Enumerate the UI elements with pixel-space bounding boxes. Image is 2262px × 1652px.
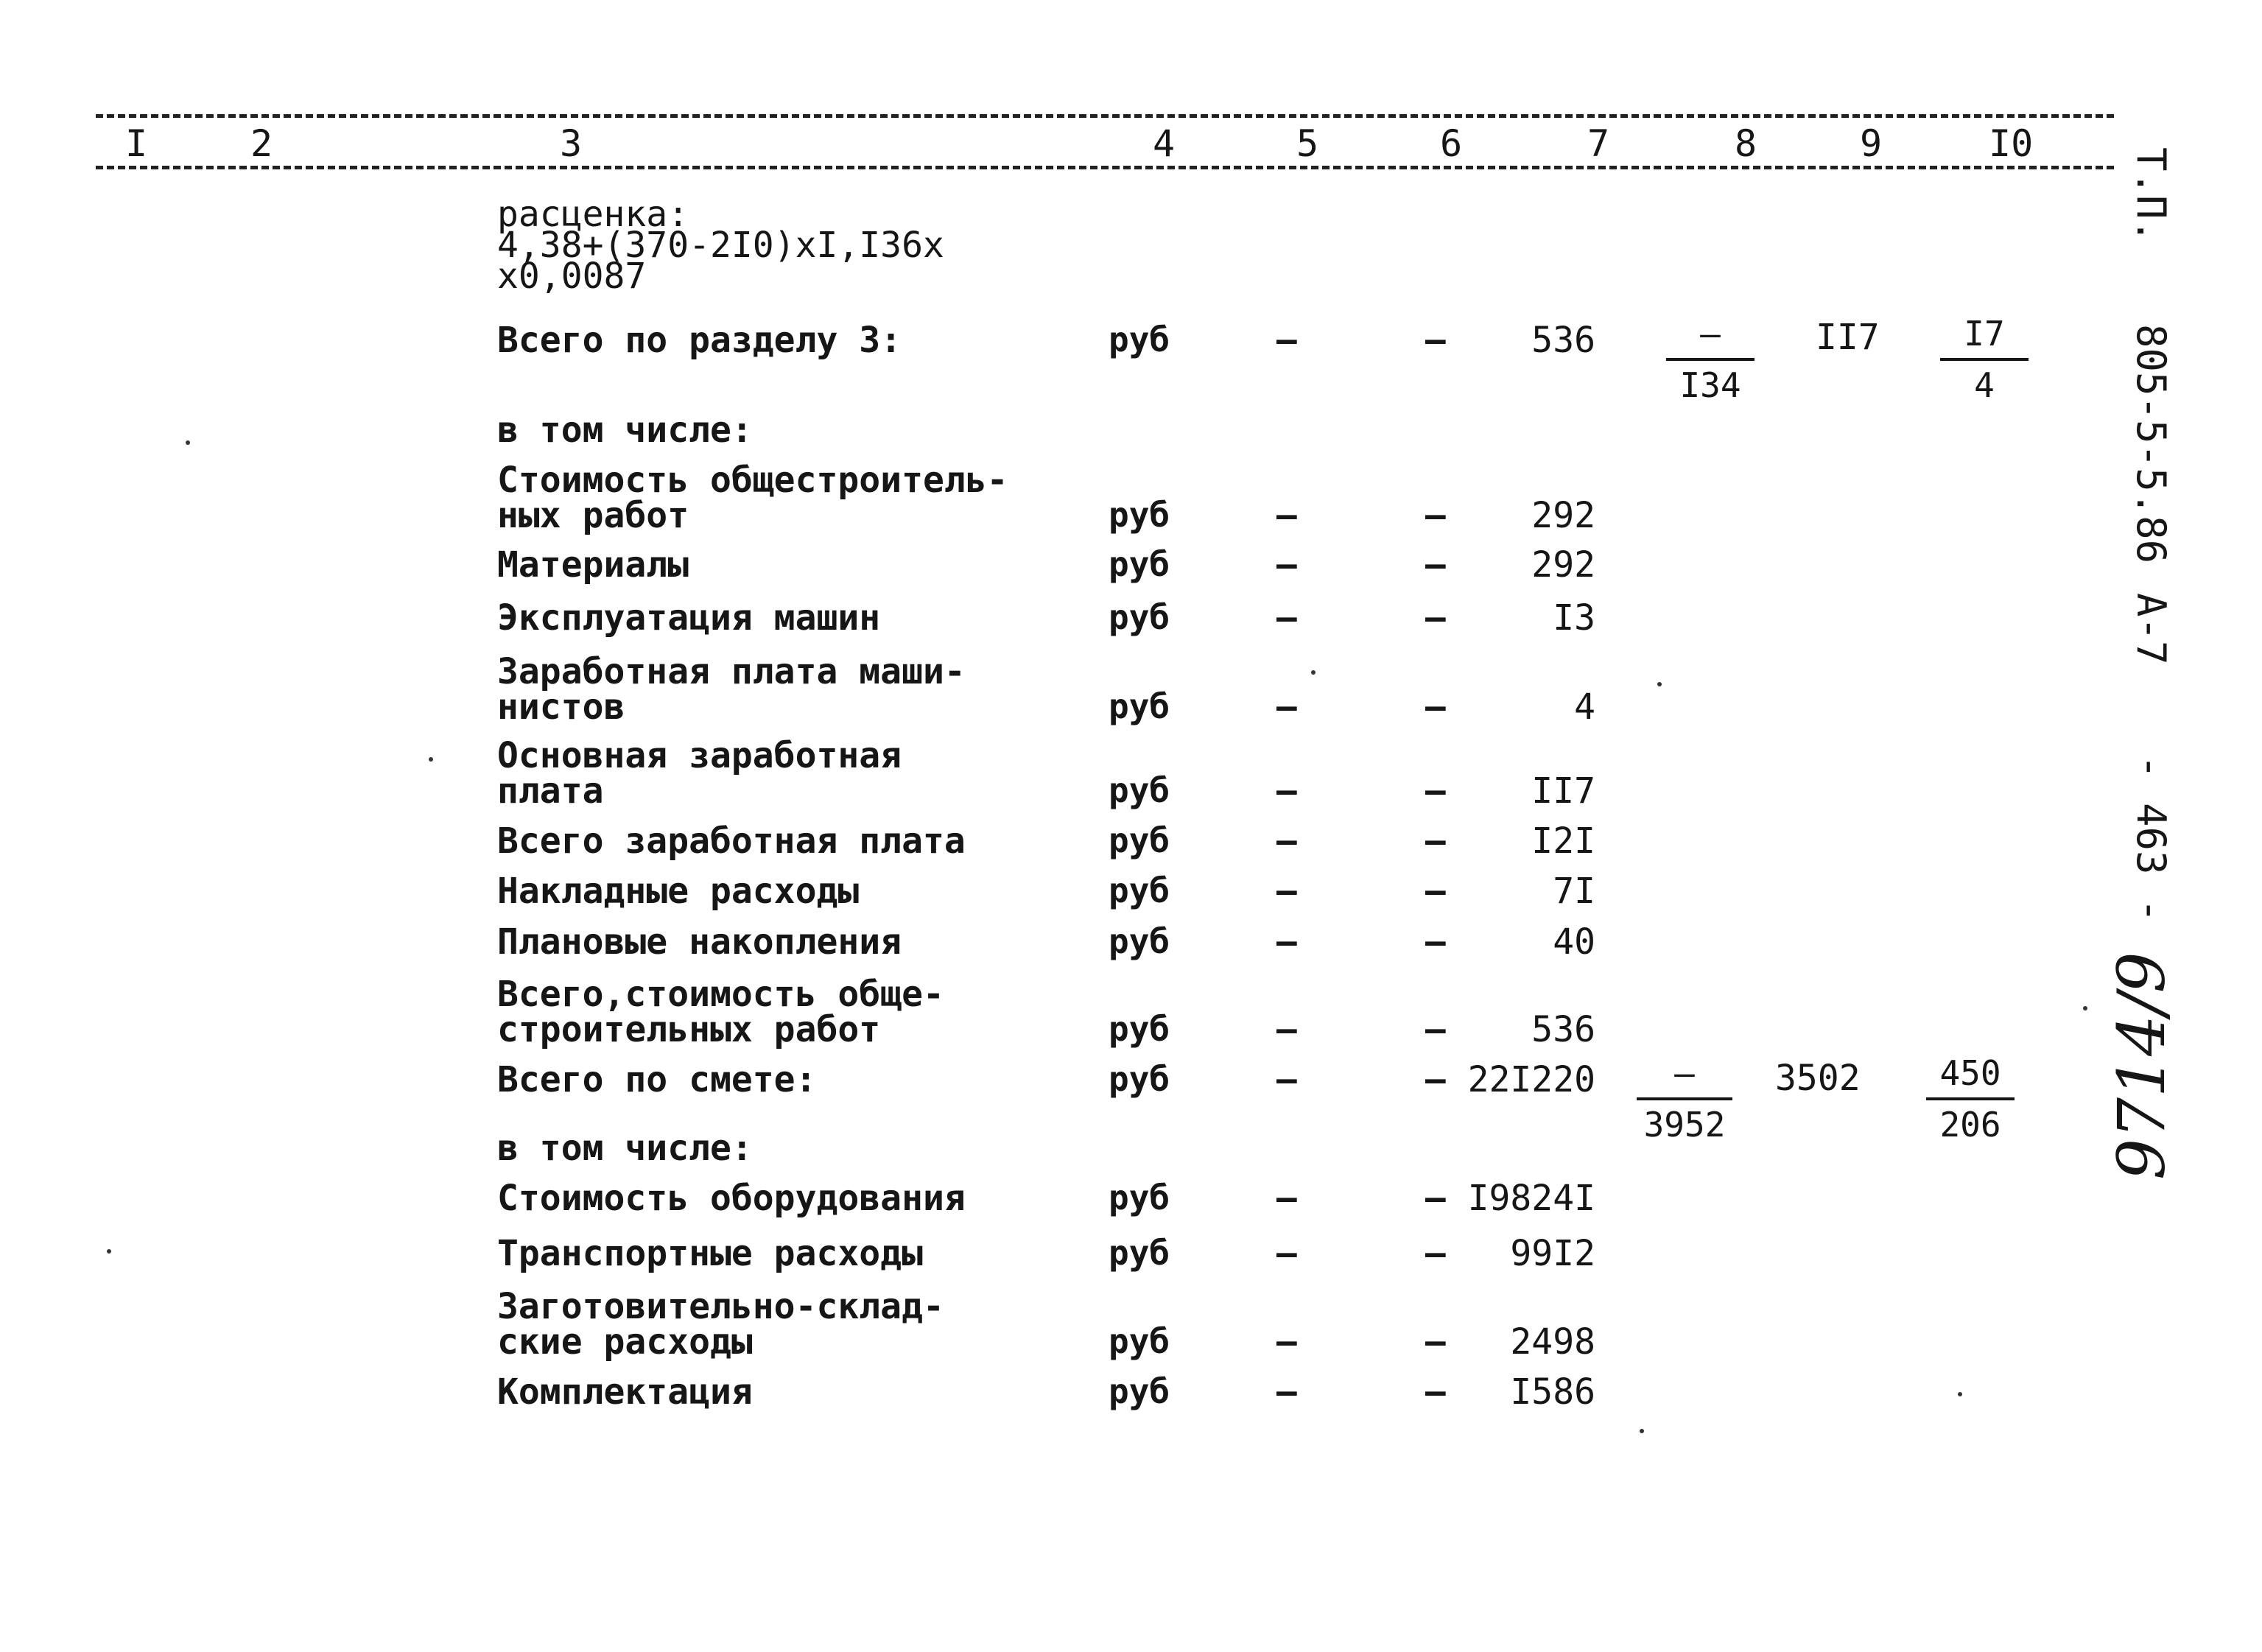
row-col7: 7I — [1553, 871, 1595, 912]
fraction-denominator: 206 — [1939, 1105, 2001, 1145]
row-unit: руб — [1109, 1178, 1170, 1217]
row-col5: – — [1276, 1059, 1297, 1099]
side-code-page: - 463 - — [2128, 755, 2174, 923]
row-unit: руб — [1109, 871, 1170, 910]
row-col5: – — [1276, 871, 1297, 910]
value-col9: 3502 — [1775, 1058, 1861, 1099]
row-name: в том числе: — [497, 1128, 753, 1169]
col-header-9: 9 — [1860, 122, 1883, 165]
row-name: Заработная плата маши- нистов — [497, 651, 966, 728]
row-col7: 536 — [1531, 1009, 1595, 1050]
row-name: Всего по разделу 3: — [497, 320, 902, 361]
row-unit: руб — [1109, 544, 1170, 584]
scan-speck — [1958, 1392, 1962, 1396]
header-rule-top — [96, 114, 2114, 118]
handwritten-inventory-number: 9714/9 — [2104, 952, 2180, 1180]
rate-calculation-note: расценка: 4,38+(370-2I0)xI,I36x x0,0087 — [497, 194, 944, 297]
row-col7: 40 — [1553, 921, 1595, 963]
row-col6: – — [1425, 597, 1446, 637]
fraction-denominator: I34 — [1679, 365, 1741, 405]
row-name: Основная заработная плата — [497, 735, 902, 812]
row-col6: – — [1425, 686, 1446, 726]
scan-speck — [2083, 1006, 2087, 1010]
row-col7: 536 — [1531, 320, 1595, 361]
row-col6: – — [1425, 1059, 1446, 1099]
row-unit: руб — [1109, 820, 1170, 860]
row-col5: – — [1276, 1371, 1297, 1411]
row-col6: – — [1425, 1233, 1446, 1273]
row-col5: – — [1276, 1321, 1297, 1361]
row-name: Заготовительно-склад- ские расходы — [497, 1286, 944, 1363]
col-header-1: I — [125, 122, 148, 165]
row-col6: – — [1425, 820, 1446, 860]
scan-speck — [1311, 670, 1316, 675]
fraction-denominator: 4 — [1974, 365, 1995, 405]
fraction-numerator: – — [1666, 317, 1755, 361]
row-col5: – — [1276, 921, 1297, 961]
row-col6: – — [1425, 1009, 1446, 1049]
row-col5: – — [1276, 770, 1297, 810]
row-col5: – — [1276, 495, 1297, 535]
row-unit: руб — [1109, 495, 1170, 535]
fraction-col8 — [1637, 1053, 1732, 1145]
row-name: Стоимость общестроитель- ных работ — [497, 460, 1008, 536]
row-unit: руб — [1109, 320, 1170, 359]
fraction-denominator: 3952 — [1643, 1105, 1726, 1145]
fraction-numerator: I7 — [1940, 317, 2029, 361]
row-unit: руб — [1109, 1321, 1170, 1361]
row-col6: – — [1425, 871, 1446, 910]
col-header-8: 8 — [1735, 122, 1757, 165]
fraction-col10 — [1940, 314, 2029, 405]
row-col5: – — [1276, 1009, 1297, 1049]
row-col7: 292 — [1531, 495, 1595, 536]
col-header-4: 4 — [1153, 122, 1176, 165]
row-col5: – — [1276, 820, 1297, 860]
row-col7: 99I2 — [1510, 1233, 1595, 1274]
row-name: Всего,стоимость обще- строительных работ — [497, 974, 944, 1050]
row-name: Всего заработная плата — [497, 820, 966, 862]
row-name: Стоимость оборудования — [497, 1178, 966, 1219]
row-name: Комплектация — [497, 1371, 753, 1413]
row-col7: I3 — [1553, 597, 1595, 639]
row-name: Плановые накопления — [497, 921, 902, 963]
scan-speck — [1657, 682, 1662, 686]
row-col6: – — [1425, 495, 1446, 535]
row-col6: – — [1425, 921, 1446, 961]
fraction-numerator: – — [1637, 1056, 1732, 1100]
row-col7: 4 — [1574, 686, 1595, 728]
scan-speck — [107, 1249, 111, 1254]
row-col5: – — [1276, 1178, 1297, 1217]
fraction-col10 — [1926, 1053, 2015, 1145]
value-col9: II7 — [1816, 317, 1880, 358]
col-header-5: 5 — [1296, 122, 1319, 165]
fraction-numerator: 450 — [1926, 1056, 2015, 1100]
scan-speck — [1640, 1429, 1644, 1433]
row-unit: руб — [1109, 686, 1170, 726]
row-col7: 2498 — [1510, 1321, 1595, 1363]
row-col5: – — [1276, 597, 1297, 637]
col-header-6: 6 — [1440, 122, 1463, 165]
row-col7: 292 — [1531, 544, 1595, 586]
row-col5: – — [1276, 544, 1297, 584]
row-col7: I9824I — [1467, 1178, 1595, 1219]
row-name: Накладные расходы — [497, 871, 860, 912]
row-col6: – — [1425, 1178, 1446, 1217]
row-col6: – — [1425, 1371, 1446, 1411]
fraction-col8 — [1666, 314, 1755, 405]
row-name: в том числе: — [497, 410, 753, 451]
col-header-3: 3 — [560, 122, 583, 165]
row-col6: – — [1425, 320, 1446, 359]
row-col5: – — [1276, 686, 1297, 726]
row-col7: 22I220 — [1467, 1059, 1595, 1100]
row-col7: II7 — [1531, 770, 1595, 812]
row-col6: – — [1425, 544, 1446, 584]
row-col5: – — [1276, 1233, 1297, 1273]
row-col7: I586 — [1510, 1371, 1595, 1413]
row-col6: – — [1425, 1321, 1446, 1361]
side-code-album: А-7 — [2128, 593, 2174, 665]
row-unit: руб — [1109, 1059, 1170, 1099]
side-code-series: Т.П. — [2128, 147, 2174, 244]
row-name: Транспортные расходы — [497, 1233, 923, 1274]
col-header-7: 7 — [1587, 122, 1610, 165]
row-name: Всего по смете: — [497, 1059, 817, 1100]
row-unit: руб — [1109, 1233, 1170, 1273]
row-col5: – — [1276, 320, 1297, 359]
scan-speck — [429, 757, 433, 762]
side-code-project: 805-5-5.86 — [2128, 324, 2174, 564]
row-unit: руб — [1109, 1009, 1170, 1049]
col-header-10: I0 — [1989, 122, 2034, 165]
row-col6: – — [1425, 770, 1446, 810]
header-rule-bottom — [96, 166, 2114, 169]
row-unit: руб — [1109, 1371, 1170, 1411]
row-name: Эксплуатация машин — [497, 597, 881, 639]
row-name: Материалы — [497, 544, 689, 586]
col-header-2: 2 — [250, 122, 273, 165]
row-unit: руб — [1109, 921, 1170, 961]
scan-speck — [186, 440, 190, 445]
row-unit: руб — [1109, 597, 1170, 637]
row-col7: I2I — [1531, 820, 1595, 862]
row-unit: руб — [1109, 770, 1170, 810]
